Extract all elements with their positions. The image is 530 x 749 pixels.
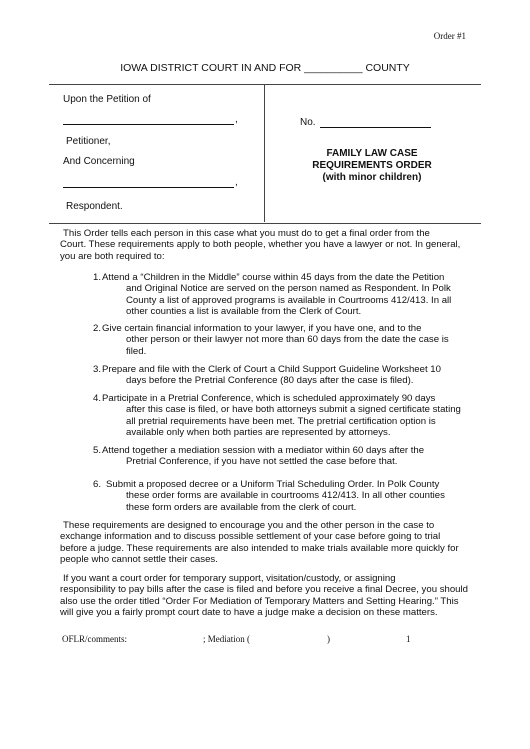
requirement-line: after this case is filed, or have both attorneys submit a signed certificate stating (126, 404, 461, 416)
requirement-number: 5. (93, 445, 102, 456)
requirement-line: all pretrial requirements have been met. The pretrial certification option is (126, 415, 436, 427)
petitioner-label: Petitioner, (66, 136, 111, 147)
requirements-purpose-paragraph (60, 520, 490, 566)
footer-mediation-close: ) (327, 634, 330, 644)
requirement-number: 1. (93, 272, 102, 283)
requirement-line: other counties a list is available from the Clerk of Court. (126, 306, 362, 318)
requirement-line: these form orders are available from the clerk of court. (126, 501, 357, 513)
requirement-line: Prepare and file with the Clerk of Court a Child Support Guideline Worksheet 10 (102, 364, 441, 375)
intro-line: This Order tells each person in this case what you must do to get a final order from the (63, 228, 430, 239)
comma-2: , (235, 177, 238, 188)
requirement-line: filed. (126, 345, 147, 357)
requirement-item-6 (93, 479, 493, 513)
case-title-line-2: REQUIREMENTS ORDER (312, 160, 432, 171)
paragraph-line: responsibility to pay bills after the case is filed and before you receive a final Decree, you should (60, 584, 468, 596)
footer-mediation-label: ; Mediation ( (203, 634, 250, 644)
page-number: 1 (406, 634, 411, 644)
requirement-item-2 (93, 323, 493, 357)
and-concerning-label: And Concerning (63, 156, 135, 167)
requirement-item-3 (93, 364, 493, 387)
requirement-item-4 (93, 393, 493, 439)
intro-paragraph (60, 228, 490, 262)
order-number: Order #1 (433, 31, 466, 41)
requirement-line: other person or their lawyer not more than 60 days from the date the case is (126, 334, 449, 346)
court-title: IOWA DISTRICT COURT IN AND FOR __________ COUNTY (120, 62, 410, 74)
requirement-line: Give certain financial information to your lawyer, if you have one, and to the (102, 323, 422, 334)
requirement-line: Pretrial Conference, if you have not settled the case before that. (126, 456, 398, 468)
paragraph-line: exchange information and to discuss possible settlement of your case before going to trial (60, 531, 441, 543)
paragraph-line: also use the order titled “Order For Mediation of Temporary Matters and Setting Hearing.” This (60, 595, 459, 607)
upon-petition-label: Upon the Petition of (63, 94, 151, 105)
requirement-number: 4. (93, 393, 102, 404)
footer-comments-label: OFLR/comments: (62, 634, 127, 644)
requirement-line: and Original Notice are served on the person named as Respondent. In Polk (126, 283, 451, 295)
case-title-line-3: (with minor children) (322, 172, 422, 183)
requirement-line: Attend together a mediation session with a mediator within 60 days after the (102, 445, 425, 456)
requirement-number: 6. (93, 479, 102, 490)
intro-line: you are both required to: (60, 250, 165, 262)
requirement-line: available only when both parties are represented by attorneys. (126, 427, 391, 439)
temporary-order-paragraph (60, 573, 490, 619)
requirement-number: 2. (93, 323, 102, 334)
requirement-line: these order forms are available in courtrooms 412/413. In all other counties (126, 490, 445, 502)
requirement-number: 3. (93, 364, 102, 375)
petitioner-name-line[interactable] (63, 123, 234, 125)
requirement-line: Participate in a Pretrial Conference, which is scheduled approximately 90 days (102, 393, 436, 404)
case-number-line[interactable] (320, 126, 431, 128)
requirement-line: days before the Pretrial Conference (80 days after the case is filed). (126, 375, 414, 387)
requirement-line: Attend a “Children in the Middle” course within 45 days from the date the Petition (102, 272, 445, 283)
paragraph-line: These requirements are designed to encourage you and the other person in the case to (63, 520, 435, 531)
requirement-line: County a list of approved programs is available in Courtrooms 412/413. In all (126, 294, 452, 306)
paragraph-line: will give you a fairly prompt court date to have a judge make a decision on these matters. (60, 607, 438, 619)
requirement-item-5 (93, 445, 493, 468)
case-title (286, 148, 458, 184)
respondent-name-line[interactable] (63, 186, 234, 188)
case-title-line-1: FAMILY LAW CASE (326, 148, 418, 159)
case-number-label: No. (300, 117, 316, 128)
intro-line: Court. These requirements apply to both people, whether you have a lawyer or not. In general, (60, 239, 461, 251)
respondent-label: Respondent. (66, 201, 123, 212)
requirement-line: Submit a proposed decree or a Uniform Trial Scheduling Order. In Polk County (106, 479, 440, 490)
paragraph-line: If you want a court order for temporary support, visitation/custody, or assigning (63, 573, 396, 584)
caption-divider (264, 84, 265, 222)
paragraph-line: people who cannot settle their cases. (60, 554, 218, 566)
paragraph-line: before a judge. These requirements are also intended to make trials available more quickly for (60, 542, 459, 554)
requirement-item-1 (93, 272, 493, 318)
comma-1: , (235, 114, 238, 125)
